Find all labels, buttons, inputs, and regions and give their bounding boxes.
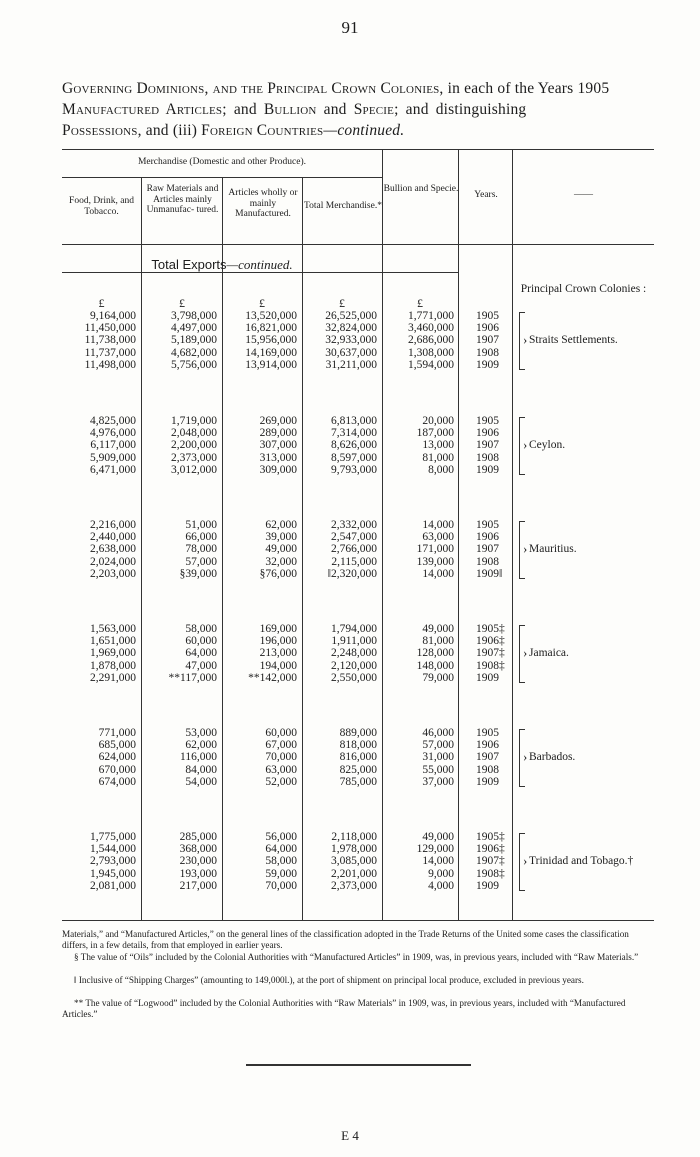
cell-bullion: 46,000 — [422, 727, 454, 739]
rule-under-headers — [62, 244, 654, 245]
heading-line-3 — [62, 122, 404, 140]
cell-year: 1906 — [476, 531, 499, 544]
cell-raw: 2,373,000 — [171, 451, 217, 464]
cell-raw: 57,000 — [185, 555, 217, 568]
cell-raw: 47,000 — [185, 659, 217, 672]
colony-name: Jamaica. — [529, 647, 569, 659]
brace-point-icon: › — [523, 541, 528, 556]
heading-line-2-smallcaps-c: Specie — [353, 101, 395, 118]
cell-bullion: 4,000 — [428, 879, 454, 892]
currency-total: £ — [339, 296, 345, 310]
cell-total: 2,332,000 — [331, 519, 377, 531]
cell-bullion: 1,771,000 — [408, 310, 454, 322]
column-bullion — [382, 519, 454, 580]
page-number: 91 — [341, 18, 359, 37]
column-articles — [222, 623, 297, 684]
cell-food: 1,969,000 — [90, 647, 136, 660]
rule-bullion-years — [458, 150, 459, 920]
column-articles — [222, 727, 297, 788]
footnote-oils: § The value of “Oils” included by the Colonial Authorities with “Manufactured Articles” in 1909, was, in previous years, included with “Raw Materials.” — [74, 952, 639, 962]
cell-year: 1907‡ — [476, 855, 505, 868]
column-bullion — [382, 727, 454, 788]
cell-bullion: 9,000 — [428, 867, 454, 880]
section-title-text: Total Exports — [151, 257, 227, 272]
cell-articles: 13,520,000 — [245, 310, 297, 322]
cell-year: 1905‡ — [476, 831, 505, 843]
cell-raw: 285,000 — [179, 831, 217, 843]
brace-point-icon: › — [523, 332, 528, 347]
heading-line-3-smallcaps-b: Foreign Countries — [201, 122, 324, 139]
cell-total: 8,626,000 — [331, 439, 377, 452]
cell-bullion: 129,000 — [416, 843, 454, 856]
closing-rule — [246, 1064, 471, 1066]
header-dash: —— — [574, 190, 593, 200]
cell-total: 6,813,000 — [331, 415, 377, 427]
cell-year: 1905 — [476, 519, 499, 531]
cell-total: 31,211,000 — [325, 358, 377, 371]
column-bullion — [382, 310, 454, 371]
cell-bullion: 79,000 — [422, 671, 454, 684]
cell-articles: 62,000 — [265, 519, 297, 531]
cell-food: 2,081,000 — [90, 879, 136, 892]
cell-food: 2,291,000 — [90, 671, 136, 684]
cell-articles: 58,000 — [265, 855, 297, 868]
column-years — [476, 623, 512, 684]
cell-articles: 39,000 — [265, 531, 297, 544]
cell-total: ‖2,320,000 — [327, 567, 377, 580]
column-food — [62, 623, 136, 684]
cell-food: 771,000 — [98, 727, 136, 739]
cell-food: 685,000 — [98, 739, 136, 752]
cell-food: 9,164,000 — [90, 310, 136, 322]
cell-food: 4,976,000 — [90, 427, 136, 440]
cell-articles: 67,000 — [265, 739, 297, 752]
cell-year: 1908 — [476, 555, 499, 568]
cell-year: 1908 — [476, 763, 499, 776]
column-raw — [142, 831, 217, 892]
footnote-classification: Materials,” and “Manufactured Articles,” on the general lines of the classification adopted in the Trade Returns of the United some cases the classification differs, in a few details, from that employed in earlier years. — [62, 929, 629, 950]
heading-line-2-plain-b: and — [316, 101, 354, 118]
cell-year: 1908‡ — [476, 867, 505, 880]
cell-year: 1905 — [476, 415, 499, 427]
cell-year: 1906 — [476, 322, 499, 335]
cell-year: 1909‖ — [476, 567, 503, 580]
column-articles — [222, 310, 297, 371]
cell-articles: **142,000 — [248, 671, 297, 684]
cell-articles: 14,169,000 — [245, 346, 297, 359]
cell-food: 2,440,000 — [90, 531, 136, 544]
heading-line-3-plain: and (iii) — [141, 122, 202, 139]
cell-articles: 269,000 — [259, 415, 297, 427]
currency-food: £ — [98, 296, 105, 310]
cell-articles: 56,000 — [265, 831, 297, 843]
cell-year: 1905‡ — [476, 623, 505, 635]
cell-total: 2,550,000 — [331, 671, 377, 684]
cell-food: 5,909,000 — [90, 451, 136, 464]
cell-food: 4,825,000 — [90, 415, 136, 427]
cell-food: 11,498,000 — [84, 358, 136, 371]
cell-bullion: 8,000 — [428, 463, 454, 476]
group-title: Principal Crown Colonies : — [520, 283, 647, 295]
cell-total: 32,933,000 — [325, 334, 377, 347]
cell-bullion: 37,000 — [422, 775, 454, 788]
header-total-merchandise: Total Merchandise.* — [304, 201, 382, 211]
column-food — [62, 727, 136, 788]
cell-raw: 4,497,000 — [171, 322, 217, 335]
cell-total: 2,547,000 — [331, 531, 377, 544]
cell-raw: 84,000 — [185, 763, 217, 776]
header-food: Food, Drink, and Tobacco. — [69, 196, 134, 217]
cell-total: 7,314,000 — [331, 427, 377, 440]
cell-raw: 5,189,000 — [171, 334, 217, 347]
cell-total: 30,637,000 — [325, 346, 377, 359]
cell-raw: 5,756,000 — [171, 358, 217, 371]
cell-year: 1907 — [476, 439, 499, 452]
cell-food: 1,775,000 — [90, 831, 136, 843]
column-bullion — [382, 831, 454, 892]
cell-raw: 62,000 — [185, 739, 217, 752]
column-articles — [222, 831, 297, 892]
cell-total: 785,000 — [339, 775, 377, 788]
cell-articles: 32,000 — [265, 555, 297, 568]
cell-year: 1907‡ — [476, 647, 505, 660]
cell-total: 2,766,000 — [331, 543, 377, 556]
column-total — [302, 519, 377, 580]
cell-year: 1908 — [476, 346, 499, 359]
cell-raw: 51,000 — [185, 519, 217, 531]
cell-total: 8,597,000 — [331, 451, 377, 464]
cell-year: 1906‡ — [476, 635, 505, 648]
cell-articles: 70,000 — [265, 879, 297, 892]
cell-articles: 64,000 — [265, 843, 297, 856]
colony-name: Ceylon. — [529, 439, 566, 451]
heading-line-2-plain-a: ; and — [222, 101, 264, 118]
column-food — [62, 310, 136, 371]
heading-line-3-italic: —continued. — [323, 122, 405, 139]
column-food — [62, 415, 136, 476]
cell-food: 624,000 — [98, 751, 136, 764]
cell-raw: 2,048,000 — [171, 427, 217, 440]
cell-articles: 213,000 — [259, 647, 297, 660]
cell-total: 2,120,000 — [331, 659, 377, 672]
cell-articles: 59,000 — [265, 867, 297, 880]
cell-year: 1907 — [476, 543, 499, 556]
rule-under-group-header — [62, 177, 382, 178]
column-food — [62, 519, 136, 580]
heading-line-1-plain: in each of the Years 1905 — [443, 80, 610, 97]
cell-total: 2,373,000 — [331, 879, 377, 892]
cell-year: 1908 — [476, 451, 499, 464]
cell-articles: 16,821,000 — [245, 322, 297, 335]
cell-articles: 70,000 — [265, 751, 297, 764]
column-articles — [222, 519, 297, 580]
column-bullion — [382, 415, 454, 476]
cell-articles: 196,000 — [259, 635, 297, 648]
cell-total: 889,000 — [339, 727, 377, 739]
cell-raw: 64,000 — [185, 647, 217, 660]
column-years — [476, 727, 512, 788]
colony-name: Barbados. — [529, 751, 576, 763]
cell-year: 1907 — [476, 751, 499, 764]
cell-total: 2,248,000 — [331, 647, 377, 660]
brace-point-icon: › — [523, 437, 528, 452]
cell-bullion: 81,000 — [422, 635, 454, 648]
cell-total: 1,794,000 — [331, 623, 377, 635]
rule-years-colonies — [512, 150, 513, 920]
column-raw — [142, 310, 217, 371]
cell-year: 1906 — [476, 739, 499, 752]
cell-articles: 307,000 — [259, 439, 297, 452]
cell-year: 1905 — [476, 727, 499, 739]
cell-total: 818,000 — [339, 739, 377, 752]
cell-bullion: 14,000 — [422, 567, 454, 580]
column-raw — [142, 519, 217, 580]
column-total — [302, 831, 377, 892]
cell-total: 1,978,000 — [331, 843, 377, 856]
column-years — [476, 415, 512, 476]
currency-bullion: £ — [417, 296, 423, 310]
cell-raw: 193,000 — [179, 867, 217, 880]
cell-bullion: 128,000 — [416, 647, 454, 660]
cell-bullion: 55,000 — [422, 763, 454, 776]
cell-articles: 49,000 — [265, 543, 297, 556]
cell-raw: 230,000 — [179, 855, 217, 868]
cell-food: 2,203,000 — [90, 567, 136, 580]
cell-year: 1905 — [476, 310, 499, 322]
cell-total: 2,115,000 — [331, 555, 377, 568]
cell-articles: 309,000 — [259, 463, 297, 476]
cell-articles: 15,956,000 — [245, 334, 297, 347]
cell-food: 1,563,000 — [90, 623, 136, 635]
cell-bullion: 49,000 — [422, 623, 454, 635]
currency-raw: £ — [179, 296, 185, 310]
cell-food: 674,000 — [98, 775, 136, 788]
cell-bullion: 1,308,000 — [408, 346, 454, 359]
cell-food: 11,738,000 — [84, 334, 136, 347]
brace-point-icon: › — [523, 853, 528, 868]
cell-year: 1909 — [476, 879, 499, 892]
cell-raw: 217,000 — [179, 879, 217, 892]
cell-food: 2,638,000 — [90, 543, 136, 556]
cell-total: 2,118,000 — [331, 831, 377, 843]
footnote-shipping-charges: ‖ Inclusive of “Shipping Charges” (amounting to 149,000l.), at the port of shipment on principal local produce, excluded in previous years. — [74, 975, 584, 985]
cell-bullion: 139,000 — [416, 555, 454, 568]
cell-raw: 4,682,000 — [171, 346, 217, 359]
cell-articles: 60,000 — [265, 727, 297, 739]
cell-raw: 60,000 — [185, 635, 217, 648]
cell-raw: 368,000 — [179, 843, 217, 856]
cell-bullion: 49,000 — [422, 831, 454, 843]
cell-raw: 54,000 — [185, 775, 217, 788]
cell-food: 1,651,000 — [90, 635, 136, 648]
cell-year: 1909 — [476, 775, 499, 788]
cell-food: 2,024,000 — [90, 555, 136, 568]
heading-line-3-smallcaps-a: Possessions, — [62, 122, 142, 139]
heading-line-2 — [62, 101, 526, 119]
column-raw — [142, 415, 217, 476]
currency-articles: £ — [259, 296, 265, 310]
cell-raw: 1,719,000 — [171, 415, 217, 427]
cell-total: 1,911,000 — [331, 635, 377, 648]
colony-name: Straits Settlements. — [529, 334, 618, 346]
heading-line-2-smallcaps-a: Manufactured Articles — [62, 101, 223, 118]
section-title — [62, 257, 382, 273]
header-raw-materials: Raw Materials and Articles mainly Unmanufac- tured. — [146, 184, 219, 215]
cell-articles: 52,000 — [265, 775, 297, 788]
column-raw — [142, 623, 217, 684]
cell-bullion: 1,594,000 — [408, 358, 454, 371]
cell-total: 825,000 — [339, 763, 377, 776]
cell-raw: 53,000 — [185, 727, 217, 739]
section-title-italic: —continued. — [226, 257, 293, 272]
cell-raw: 66,000 — [185, 531, 217, 544]
cell-year: 1906‡ — [476, 843, 505, 856]
cell-food: 1,544,000 — [90, 843, 136, 856]
cell-raw: §39,000 — [179, 567, 217, 580]
cell-articles: 169,000 — [259, 623, 297, 635]
cell-raw: 2,200,000 — [171, 439, 217, 452]
cell-bullion: 148,000 — [416, 659, 454, 672]
cell-bullion: 14,000 — [422, 519, 454, 531]
column-years — [476, 519, 512, 580]
colony-name: Mauritius. — [529, 543, 577, 555]
column-articles — [222, 415, 297, 476]
column-total — [302, 415, 377, 476]
cell-food: 6,471,000 — [90, 463, 136, 476]
cell-year: 1908‡ — [476, 659, 505, 672]
cell-year: 1909 — [476, 671, 499, 684]
cell-year: 1907 — [476, 334, 499, 347]
colony-name: Trinidad and Tobago.† — [529, 855, 634, 867]
column-raw — [142, 727, 217, 788]
cell-articles: 194,000 — [259, 659, 297, 672]
column-years — [476, 831, 512, 892]
cell-bullion: 81,000 — [422, 451, 454, 464]
signature-mark: E 4 — [341, 1128, 359, 1143]
cell-raw: **117,000 — [168, 671, 217, 684]
header-articles: Articles wholly or mainly Manufactured. — [228, 188, 298, 219]
cell-food: 1,878,000 — [90, 659, 136, 672]
cell-food: 2,793,000 — [90, 855, 136, 868]
cell-articles: §76,000 — [259, 567, 297, 580]
cell-total: 816,000 — [339, 751, 377, 764]
column-bullion — [382, 623, 454, 684]
heading-line-2-plain-c: ; and distinguishing — [394, 101, 527, 118]
brace-point-icon: › — [523, 749, 528, 764]
cell-articles: 63,000 — [265, 763, 297, 776]
cell-bullion: 14,000 — [422, 855, 454, 868]
cell-food: 1,945,000 — [90, 867, 136, 880]
cell-bullion: 13,000 — [422, 439, 454, 452]
cell-articles: 13,914,000 — [245, 358, 297, 371]
cell-total: 32,824,000 — [325, 322, 377, 335]
cell-articles: 289,000 — [259, 427, 297, 440]
cell-total: 3,085,000 — [331, 855, 377, 868]
cell-food: 670,000 — [98, 763, 136, 776]
cell-year: 1906 — [476, 427, 499, 440]
cell-bullion: 63,000 — [422, 531, 454, 544]
cell-food: 2,216,000 — [90, 519, 136, 531]
cell-bullion: 31,000 — [422, 751, 454, 764]
column-years — [476, 310, 512, 371]
cell-bullion: 3,460,000 — [408, 322, 454, 335]
cell-raw: 58,000 — [185, 623, 217, 635]
cell-food: 11,737,000 — [84, 346, 136, 359]
cell-year: 1909 — [476, 358, 499, 371]
cell-raw: 3,012,000 — [171, 463, 217, 476]
cell-raw: 116,000 — [180, 751, 217, 764]
footnote-logwood: ** The value of “Logwood” included by the Colonial Authorities with “Raw Materials” in 1909, was, in previous years, included with “Manufactured Articles.” — [62, 998, 626, 1019]
cell-total: 26,525,000 — [325, 310, 377, 322]
header-bullion: Bullion and Specie. — [383, 184, 459, 194]
column-total — [302, 310, 377, 371]
cell-bullion: 20,000 — [422, 415, 454, 427]
heading-line-2-smallcaps-b: Bullion — [263, 101, 317, 118]
cell-food: 6,117,000 — [90, 439, 136, 452]
cell-bullion: 171,000 — [416, 543, 454, 556]
cell-articles: 313,000 — [259, 451, 297, 464]
header-merchandise-group: Merchandise (Domestic and other Produce). — [137, 157, 307, 167]
heading-line-1-smallcaps: Governing Dominions, and the Principal Crown Colonies, — [62, 80, 444, 97]
cell-bullion: 57,000 — [422, 739, 454, 752]
cell-total: 9,793,000 — [331, 463, 377, 476]
column-total — [302, 727, 377, 788]
heading-line-1 — [62, 80, 609, 98]
column-total — [302, 623, 377, 684]
brace-point-icon: › — [523, 645, 528, 660]
cell-raw: 78,000 — [185, 543, 217, 556]
cell-year: 1909 — [476, 463, 499, 476]
header-years: Years. — [474, 190, 498, 200]
cell-total: 2,201,000 — [331, 867, 377, 880]
cell-raw: 3,798,000 — [171, 310, 217, 322]
cell-food: 11,450,000 — [84, 322, 136, 335]
cell-bullion: 187,000 — [416, 427, 454, 440]
cell-bullion: 2,686,000 — [408, 334, 454, 347]
column-food — [62, 831, 136, 892]
